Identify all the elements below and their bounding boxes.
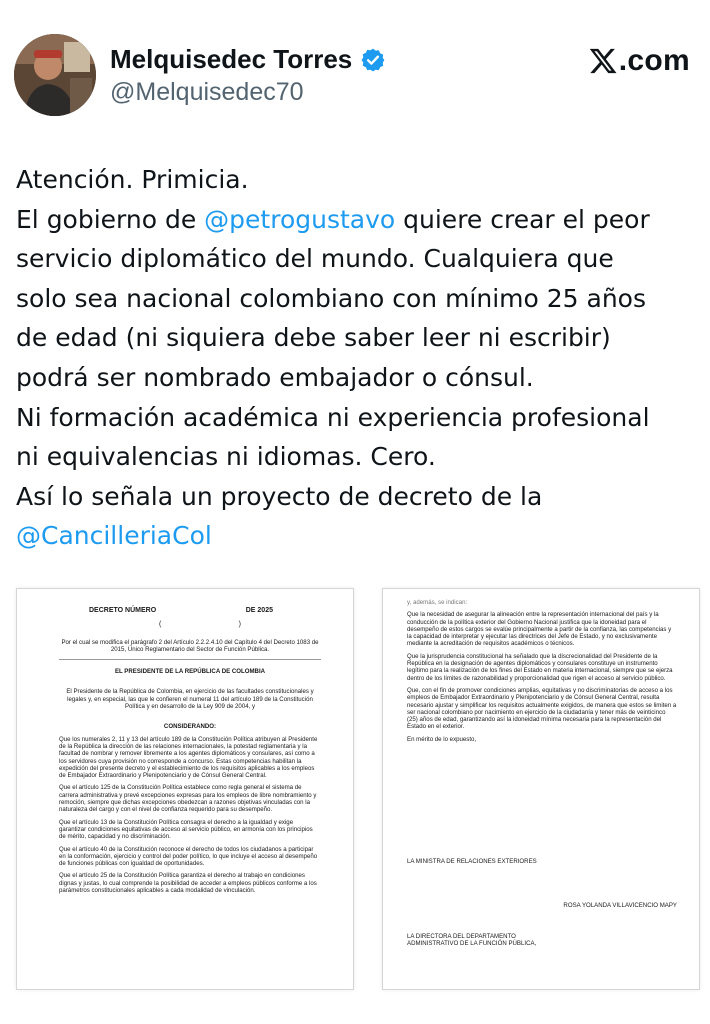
tweet-text-segment: El gobierno de [16, 204, 205, 234]
considerando-paragraph: Que la jurisprudencia constitucional ha señalado que la discrecionalidad del Presidente de la República en la designación de agentes diplomáticos y consulares constituye un instrumento legítimo para la realización de los fines del Estado en materia internacional, siempre que se ejerza dentro de los límites de razonabilidad y proporcionalidad que rigen el acceso al servicio público. [407, 652, 673, 682]
divider [59, 659, 321, 660]
signatory-title: LA MINISTRA DE RELACIONES EXTERIORES [407, 858, 537, 866]
signatory-title: ADMINISTRATIVO DE LA FUNCIÓN PÚBLICA, [407, 939, 537, 947]
document-image-page-2[interactable] [382, 588, 700, 990]
signatory-title: LA DIRECTORA DEL DEPARTAMENTO [407, 932, 516, 940]
decree-title-row [59, 607, 321, 614]
spacer [407, 748, 677, 858]
tweet-line: solo sea nacional colombiano con mínimo 25 años [16, 283, 647, 313]
display-name[interactable]: Melquisedec Torres [110, 44, 353, 74]
avatar-photo [14, 34, 96, 116]
tweet-media[interactable] [16, 588, 698, 1000]
x-logo-icon [588, 46, 618, 76]
paren-close: ) [238, 621, 241, 629]
paren-open: ( [159, 621, 162, 629]
author-handle[interactable]: @Melquisedec70 [110, 78, 304, 106]
decree-year-label: DE 2025 [245, 607, 273, 614]
tweet-line: Ni formación académica ni experiencia profesional [16, 402, 650, 432]
spacer [59, 680, 321, 688]
considerando-paragraph: Que los numerales 2, 11 y 13 del artículo 189 de la Constitución Política atribuyen al Presidente de la República la dirección de las relaciones internacionales, la potestad reglamentaria y la facultad de nombrar y remover libremente a los agentes diplomáticos y consulares, así como a los servidores cuya provisión no corresponde a concurso. Estas competencias habilitan la expedición del presente decreto y el establecimiento de los requisitos aplicables a los empleos de Embajador Extraordinario y Plenipotenciario y de Cónsul General Central. [59, 735, 318, 780]
tweet-line: ni equivalencias ni idiomas. Cero. [16, 442, 436, 472]
brand-watermark [588, 44, 690, 78]
tweet-line: Atención. Primicia. [16, 165, 249, 194]
considerando-paragraph: Que el artículo 40 de la Constitución reconoce el derecho de todos los ciudadanos a participar en la conformación, ejercicio y control del poder político, lo que incluye el acceso al desempeño de funciones públicas con igualdad de oportunidades. [59, 845, 318, 868]
mention-link[interactable]: @petrogustavo [204, 204, 396, 234]
tweet-line: Así lo señala un proyecto de decreto de la [16, 481, 543, 511]
decree-number-blank [59, 621, 321, 628]
considerando-paragraph: Que el artículo 125 de la Constitución Política establece como regla general el sistema de carrera administrativa y prevé excepciones expresas para los empleos de libre nombramiento y remoción, siempre que dichas excepciones obedezcan a razones objetivas vinculadas con la naturaleza del cargo y con el nivel de confianza requerido para su desempeño. [59, 784, 317, 814]
document-image-page-1[interactable] [16, 588, 354, 990]
merito-line: En mérito de lo expuesto, [407, 735, 477, 743]
tweet-line [16, 200, 702, 240]
decree-subtitle: Por el cual se modifica el parágrafo 2 del Artículo 2.2.2.4.10 del Capítulo 4 del Decreto 1083 de 2015, Único Reglamentario del Sector de Función Pública. [61, 638, 319, 653]
considerando-heading: CONSIDERANDO: [163, 723, 217, 731]
tweet-line: podrá ser nombrado embajador o cónsul. [16, 362, 534, 392]
tweet-line: servicio diplomático del mundo. Cualquiera que [16, 244, 614, 274]
decree-intro: El Presidente de la República de Colombia, en ejercicio de las facultades constitucionales y legales y, en especial, las que le confieren el numeral 11 del artículo 189 de la Constitución Política y en desarrollo de la Ley 909 de 2004, y [66, 688, 314, 711]
author-name-row [110, 44, 386, 75]
considerando-paragraph: Que el artículo 13 de la Constitución Política consagra el derecho a la igualdad y exige garantizar condiciones equitativas de acceso al servicio público, en armonía con los principios de mérito, capacidad y no discriminación. [59, 818, 313, 841]
avatar[interactable] [14, 34, 96, 116]
decree-page-2 [407, 599, 677, 952]
tweet-text-segment: quiere crear el peor [395, 204, 650, 234]
considerando-paragraph: Que el artículo 25 de la Constitución Política garantiza el derecho al trabajo en condiciones dignas y justas, lo cual comprende la posibilidad de acceder a empleos públicos conforme a los parámetros constitucionales aplicables a cada modalidad de vinculación. [59, 872, 317, 895]
tweet-header [14, 34, 696, 118]
tweet-text [16, 160, 702, 556]
decree-number-label: DECRETO NÚMERO [89, 607, 157, 614]
verified-badge-icon [360, 47, 386, 73]
mention-link[interactable]: @CancilleriaCol [16, 521, 212, 551]
decree-page-1 [59, 607, 321, 899]
spacer [59, 715, 321, 723]
brand-domain: .com [618, 44, 690, 77]
decree-president-heading: EL PRESIDENTE DE LA REPÚBLICA DE COLOMBIA [114, 668, 266, 676]
spacer [407, 870, 677, 902]
spacer [407, 915, 677, 933]
cut-off-text: y, además, se indican: [407, 599, 468, 606]
considerando-paragraph: Que la necesidad de asegurar la alineación entre la representación internacional del país y la conducción de la política exterior del Gobierno Nacional justifica que la idoneidad para el desempeño de estos cargos se evalúe principalmente a partir de la confianza, las competencias y la capacidad de interpretar y ejecutar las directrices del Jefe de Estado, y no exclusivamente mediante la acreditación de requisitos académicos o técnicos. [407, 611, 672, 648]
considerando-paragraph: Que, con el fin de promover condiciones amplias, equitativas y no discriminatorias de acceso a los empleos de Embajador Extraordinario y Plenipotenciario y de Cónsul General Central, resulta necesario ajustar y simplificar los requisitos actualmente exigidos, de manera que estos se limiten a ser nacional colombiano por nacimiento en ejercicio de la ciudadanía y tener más de veinticinco (25) años de edad, garantizando así la idoneidad mínima necesaria para la representación del Estado en el exterior. [407, 686, 677, 731]
signatory-name: ROSA YOLANDA VILLAVICENCIO MAPY [563, 902, 677, 910]
tweet-line: de edad (ni siquiera debe saber leer ni escribir) [16, 323, 611, 353]
